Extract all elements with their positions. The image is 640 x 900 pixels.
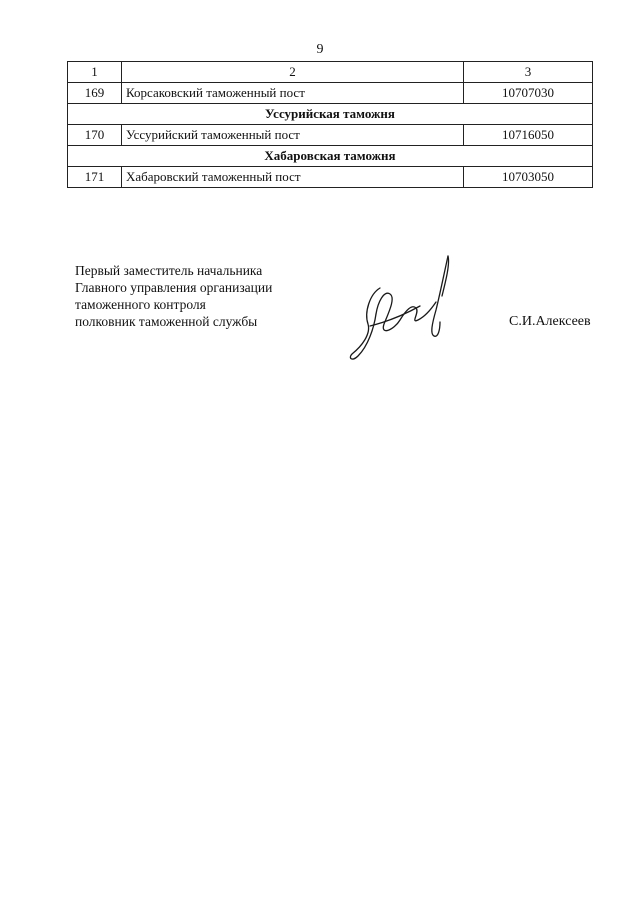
signer-name: С.И.Алексеев (509, 314, 591, 329)
column-header-3: 3 (464, 62, 593, 83)
page-number: 9 (316, 42, 324, 57)
table-row (68, 125, 593, 146)
signatory-title-block (75, 262, 272, 330)
column-header-1: 1 (68, 62, 122, 83)
customs-posts-table (67, 61, 593, 188)
row-number: 169 (68, 83, 122, 104)
section-row (68, 146, 593, 167)
signatory-title-line: Первый заместитель начальника (75, 263, 263, 278)
signatory-title-line: полковник таможенной службы (75, 314, 258, 329)
column-header-2: 2 (122, 62, 464, 83)
post-name: Хабаровский таможенный пост (122, 167, 464, 188)
post-code: 10703050 (464, 167, 593, 188)
post-code: 10716050 (464, 125, 593, 146)
table-row (68, 83, 593, 104)
post-name: Уссурийский таможенный пост (122, 125, 464, 146)
section-title: Хабаровская таможня (68, 146, 593, 167)
table-header-row (68, 62, 593, 83)
signatory-title-line: таможенного контроля (75, 297, 206, 312)
row-number: 171 (68, 167, 122, 188)
section-row (68, 104, 593, 125)
section-title: Уссурийская таможня (68, 104, 593, 125)
table-row (68, 167, 593, 188)
handwritten-signature (340, 250, 470, 370)
post-code: 10707030 (464, 83, 593, 104)
signatory-title-line: Главного управления организации (75, 280, 273, 295)
post-name: Корсаковский таможенный пост (122, 83, 464, 104)
row-number: 170 (68, 125, 122, 146)
